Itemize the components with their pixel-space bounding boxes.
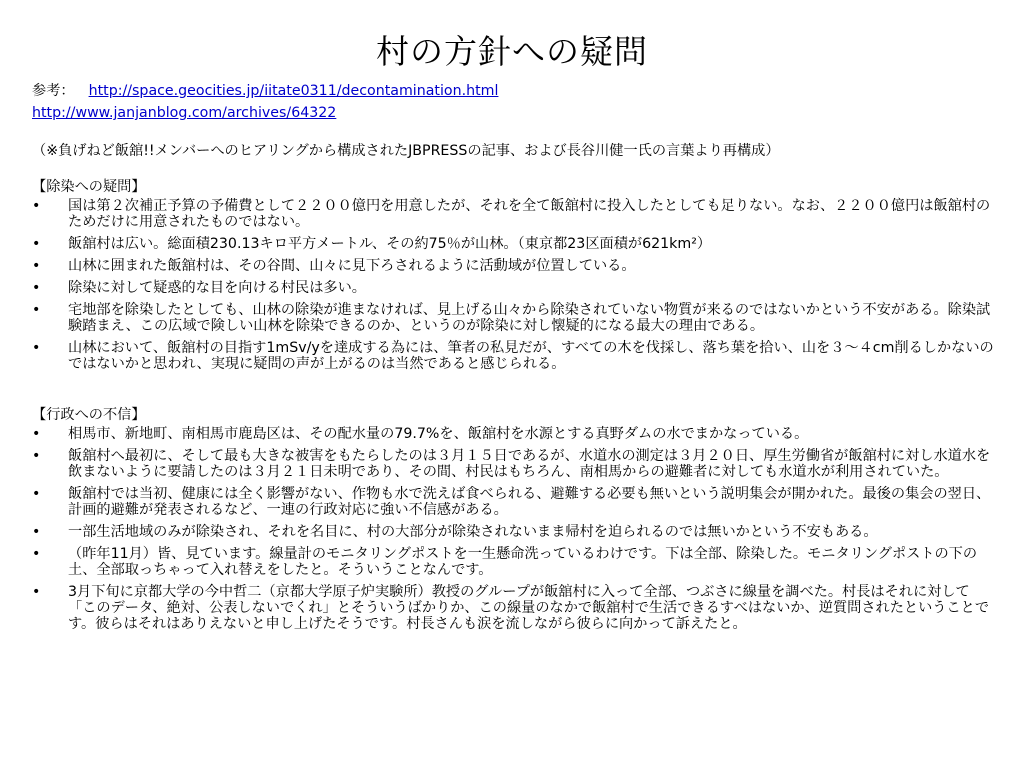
list-item: [32, 198, 996, 230]
list-item-text: 除染に対して疑惑的な目を向ける村民は多い。: [68, 280, 366, 296]
bullet-list-decontamination: [32, 198, 996, 372]
bullet-icon: •: [32, 584, 41, 600]
bullet-icon: •: [32, 236, 41, 252]
list-item-text: （昨年11月）皆、見ています。線量計のモニタリングポストを一生懸命洗っているわけです。下は全部、除染した。モニタリングポストの下の土、全部取っちゃって入れ替えをしたと。そういうことなんです。: [68, 546, 978, 578]
reference-link-geocities[interactable]: http://space.geocities.jp/iitate0311/decontamination.html: [88, 83, 499, 99]
bullet-list-administration: [32, 426, 996, 632]
bullet-icon: •: [32, 524, 41, 540]
reference-link-janjanblog[interactable]: http://www.janjanblog.com/archives/64322: [32, 105, 337, 121]
list-item: [32, 584, 996, 632]
list-item-text: 飯舘村へ最初に、そして最も大きな被害をもたらしたのは３月１５日であるが、水道水の測定は３月２０日、厚生労働省が飯舘村に対し水道水を飲まないように要請したのは３月２１日未明であり、その間、村民はもちろん、南相馬からの避難者に対しても水道水が利用されていた。: [68, 448, 991, 480]
section-heading-administration: 【行政への不信】: [32, 407, 146, 423]
list-item: [32, 426, 996, 442]
list-item-text: 宅地部を除染したとしても、山林の除染が進まなければ、見上げる山々から除染されていない物質が来るのではないかという不安がある。除染試験踏まえ、この広域で険しい山林を除染できるのか、というのが除染に対し懐疑的になる最大の理由である。: [68, 302, 991, 334]
list-item: [32, 236, 996, 252]
reference-line-1: [32, 80, 996, 102]
slide-content: [32, 80, 996, 638]
list-item: [32, 302, 996, 334]
list-item: [32, 546, 996, 578]
list-item: [32, 258, 996, 274]
list-item-text: 飯舘村は広い。総面積230.13キロ平方メートル、その約75％が山林。（東京都23区面積が621km²）: [68, 236, 712, 252]
bullet-icon: •: [32, 426, 41, 442]
slide-title: 村の方針への疑問: [376, 32, 648, 71]
section-heading-decontamination: 【除染への疑問】: [32, 179, 146, 195]
bullet-icon: •: [32, 448, 41, 464]
bullet-icon: •: [32, 546, 41, 562]
list-item: [32, 524, 996, 540]
source-note: （※負げねど飯舘!!メンバーへのヒアリングから構成されたJBPRESSの記事、および長谷川健一氏の言葉より再構成）: [32, 143, 780, 159]
list-item-text: 一部生活地域のみが除染され、それを名目に、村の大部分が除染されないまま帰村を迫られるのでは無いかという不安もある。: [68, 524, 878, 540]
bullet-icon: •: [32, 340, 41, 356]
reference-line-2: [32, 102, 996, 124]
list-item-text: 国は第２次補正予算の予備費として２２００億円を用意したが、それを全て飯舘村に投入したとしても足りない。なお、２２００億円は飯舘村のためだけに用意されたものではない。: [68, 198, 991, 230]
list-item-text: 飯舘村では当初、健康には全く影響がない、作物も水で洗えば食べられる、避難する必要も無いという説明集会が開かれた。最後の集会の翌日、計画的避難が発表されるなど、一連の行政対応に強い不信感がある。: [68, 486, 991, 518]
bullet-icon: •: [32, 258, 41, 274]
list-item-text: 山林に囲まれた飯舘村は、その谷間、山々に見下ろされるように活動域が位置している。: [68, 258, 636, 274]
list-item-text: 山林において、飯舘村の目指す1mSv/yを達成する為には、筆者の私見だが、すべての木を伐採し、落ち葉を拾い、山を３～４cm削るしかないのではないかと思われ、実現に疑問の声が上がるのは当然であると感じられる。: [68, 340, 994, 372]
list-item: [32, 280, 996, 296]
bullet-icon: •: [32, 280, 41, 296]
list-item-text: 3月下旬に京都大学の今中哲二（京都大学原子炉実験所）教授のグループが飯舘村に入って全部、つぶさに線量を調べた。村長はそれに対して「このデータ、絶対、公表しないでくれ」とそういうばかりか、この線量のなかで飯舘村で生活できるすべはないか、逆質問されたということです。彼らはそれはありえないと申し上げたそうです。村長さんも涙を流しながら彼らに向かって訴えたと。: [68, 584, 990, 632]
reference-label: 参考：: [32, 83, 75, 99]
bullet-icon: •: [32, 486, 41, 502]
section-gap: [32, 378, 996, 390]
list-item: [32, 448, 996, 480]
list-item: [32, 340, 996, 372]
list-item-text: 相馬市、新地町、南相馬市鹿島区は、その配水量の79.7%を、飯舘村を水源とする真野ダムの水でまかなっている。: [68, 426, 809, 442]
bullet-icon: •: [32, 302, 41, 318]
bullet-icon: •: [32, 198, 41, 214]
list-item: [32, 486, 996, 518]
